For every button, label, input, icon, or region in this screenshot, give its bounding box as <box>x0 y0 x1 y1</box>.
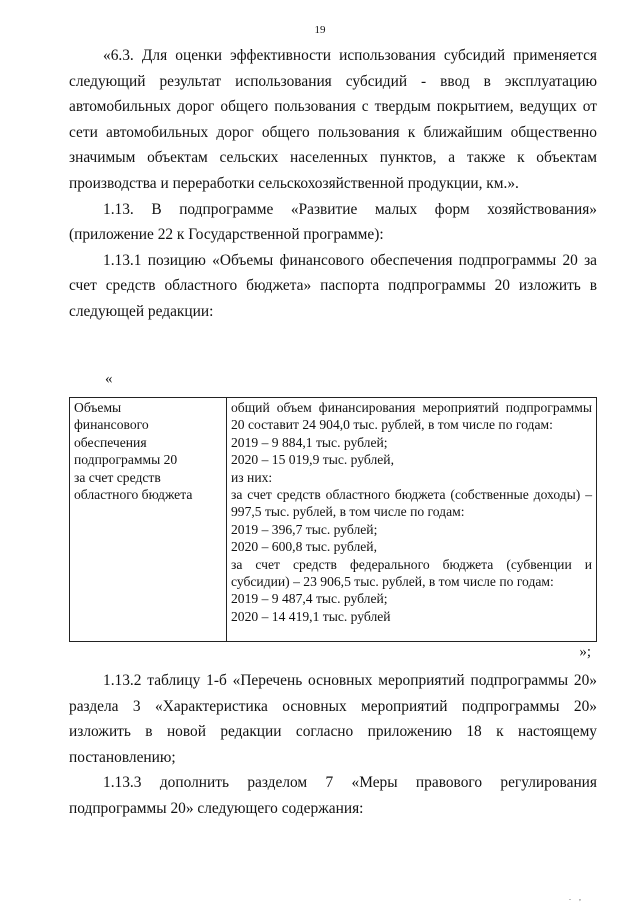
label-line: областного бюджета <box>74 487 193 503</box>
table-row <box>70 398 597 642</box>
value-line: 2019 – 9 487,4 тыс. рублей; <box>231 591 388 607</box>
value-line: 2020 – 14 419,1 тыс. рублей <box>231 608 391 624</box>
passport-table <box>69 397 597 642</box>
value-cell <box>227 398 597 642</box>
paragraph-1-13: 1.13. В подпрограмме «Развитие малых форм хозяйствования» (приложение 22 к Государственной программе): <box>69 200 597 244</box>
value-line: за счет средств областного бюджета (собственные доходы) – 997,5 тыс. рублей, в том числе по годам: <box>231 487 592 520</box>
scan-corner-mark: . , <box>569 893 584 902</box>
label-cell <box>70 398 227 642</box>
paragraph-6-3: «6.3. Для оценки эффективности использования субсидий применяется следующий результат использования субсидий - ввод в эксплуатацию автомобильных дорог общего пользования с твердым покрытием, ведущих от сети автомобильных дорог общего пользования к ближайшим общественно значимым объектам сельских населенных пунктов, а также к объектам производства и переработки сельскохозяйственной продукции, км.». <box>69 47 597 192</box>
value-line: 2019 – 396,7 тыс. рублей; <box>231 521 378 537</box>
quote-close-mark: »; <box>579 644 591 660</box>
label-line: финансового <box>74 417 149 433</box>
quote-open-mark: « <box>105 371 113 387</box>
value-line: 2019 – 9 884,1 тыс. рублей; <box>231 434 388 450</box>
bottom-text-block <box>69 668 597 822</box>
value-line: за счет средств федерального бюджета (субвенции и субсидии) – 23 906,5 тыс. рублей, в том числе по годам: <box>231 556 592 590</box>
page-number: 19 <box>314 24 326 36</box>
label-line: подпрограммы 20 <box>74 452 178 468</box>
value-line: из них: <box>231 469 273 485</box>
paragraph-1-13-1: 1.13.1 позицию «Объемы финансового обеспечения подпрограммы 20 за счет средств областного бюджета» паспорта подпрограммы 20 изложить в следующей редакции: <box>69 251 597 320</box>
value-line: 2020 – 15 019,9 тыс. рублей, <box>231 452 394 468</box>
paragraph-1-13-3: 1.13.3 дополнить разделом 7 «Меры правового регулирования подпрограммы 20» следующего содержания: <box>69 774 597 817</box>
paragraph-1-13-2: 1.13.2 таблицу 1-б «Перечень основных мероприятий подпрограммы 20» раздела 3 «Характеристика основных мероприятий подпрограммы 20» изложить в новой редакции согласно приложению 18 к настоящему постановлению; <box>69 672 597 766</box>
value-line: 2020 – 600,8 тыс. рублей, <box>231 539 377 555</box>
label-line: обеспечения <box>74 434 147 450</box>
label-line: Объемы <box>74 400 122 415</box>
top-text-block <box>69 43 597 325</box>
label-line: за счет средств <box>74 469 161 485</box>
value-intro: общий объем финансирования мероприятий подпрограммы 20 составит 24 904,0 тыс. рублей, в том числе по годам: <box>231 400 592 433</box>
